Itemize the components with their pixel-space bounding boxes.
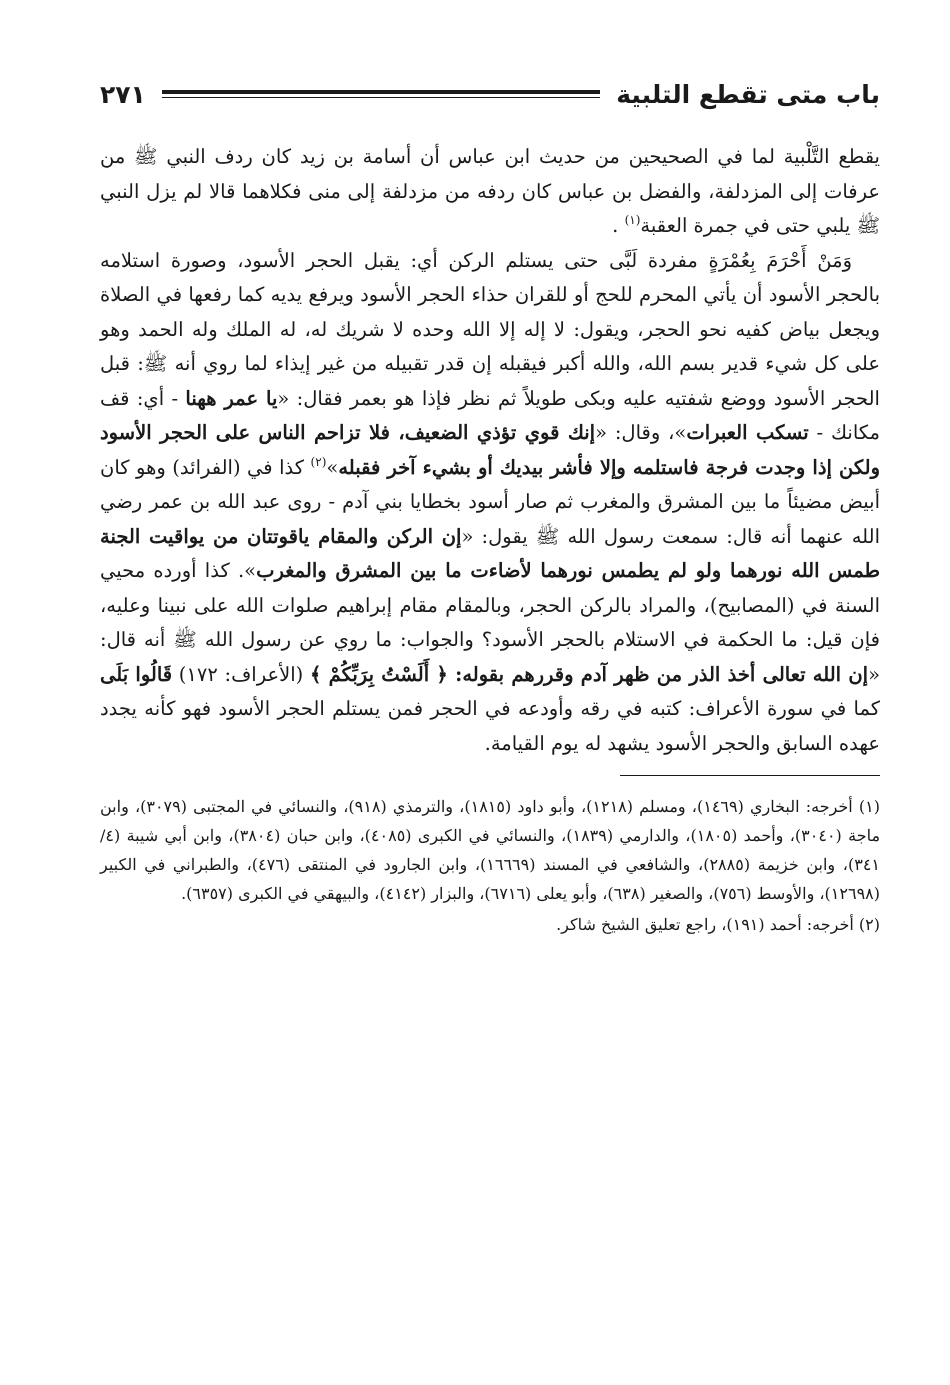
footnote-marker: (١)	[858, 797, 881, 816]
text-run: يقطع التَّلْبية لما في الصحيحين من حديث ابن عباس أن أسامة بن زيد كان ردف النبي ﷺ من عرفات إلى المزدلفة، والفضل بن عباس كان ردفه من مزدلفة إلى منى فكلاهما قالا لم يزل النبي ﷺ يلبي حتى في جمرة العقبة	[100, 145, 880, 237]
footnote-text: أخرجه: البخاري (١٤٦٩)، ومسلم (١٢١٨)، وأبو داود (١٨١٥)، والترمذي (٩١٨)، والنسائي في المجتبى (٣٠٧٩)، وابن ماجة (٣٠٤٠)، وأحمد (١٨٠٥)، والدارمي (١٨٣٩)، والنسائي في الكبرى (٤٠٨٥)، وابن حبان (٣٨٠٤)، وابن أبي شيبة (٤/ ٣٤١)، وابن خزيمة (٢٨٨٥)، والشافعي في المسند (١٦٦٦٩)، وابن الجارود في المنتقى (٤٧٦)، والطبراني في الكبير (١٢٦٩٨)، والأوسط (٧٥٦)، والصغير (٦٣٨)، وأبو يعلى (٦٧١٦)، والبزار (٤١٤٢)، والبيهقي في الكبرى (٦٣٥٧).	[100, 797, 881, 903]
text-run: »	[326, 455, 339, 479]
page-number: ٢٧١	[100, 79, 146, 109]
hadith-quote: إن الله تعالى أخذ الذر من ظهر آدم وقررهم بقوله: ﴿ أَلَسْتُ بِرَبِّكُمْ ﴾	[309, 662, 869, 686]
footnotes	[100, 792, 880, 939]
footnote-text: أخرجه: أحمد (١٩١)، راجع تعليق الشيخ شاكر.	[556, 915, 854, 934]
footnote	[100, 910, 880, 939]
text-run: (الأعراف: ١٧٢)	[172, 662, 310, 686]
quran-quote: قَالُوا بَلَى	[100, 662, 173, 686]
hadith-quote: تسكب العبرات	[686, 421, 809, 444]
text-run: كذا في (الفرائد) وهو كان أبيض مضيئاً ما بين المشرق والمغرب ثم صار أسود بخطايا بني آدم - روى عبد الله بن عمر رضي الله عنهما أنه قال: سمعت رسول الله ﷺ يقول: «	[100, 455, 880, 548]
text-run: وَمَنْ أَحْرَمَ بِعُمْرَةٍ مفردة لَبَّى حتى يستلم الركن أي: يقبل الحجر الأسود، وصورة استلامه بالحجر الأسود أن يأتي المحرم للحج أو للقران حذاء الحجر الأسود ويرفع يديه كما رفعها في الصلاة ويجعل بياض كفيه نحو الحجر، ويقول: لا إله إلا الله وحده لا شريك له، له الملك وله الحمد وهو على كل شيء قدير بسم الله، والله أكبر فيقبله إن قدر تقبيله من غير إيذاء لما روي أنه ﷺ: قبل الحجر الأسود ووضع شفتيه عليه وبكى طويلاً ثم نظر فإذا هو بعمر فقال: «	[100, 248, 880, 410]
text-run: - أي: قف مكانك -	[100, 386, 880, 444]
hadith-quote: يا عمر ههنا	[185, 386, 278, 410]
footnote-ref[interactable]: (٢)	[310, 454, 327, 469]
footnote-ref[interactable]: (١)	[624, 213, 641, 227]
text-run: كما في سورة الأعراف: كتبه في رقه وأودعه في الحجر فمن يستلم الحجر الأسود فهو كأنه يجدد عهده السابق والحجر الأسود يشهد له يوم القيامة.	[100, 697, 880, 755]
footnote-separator	[620, 775, 880, 776]
footnote-marker: (٢)	[858, 915, 880, 934]
paragraph	[100, 244, 880, 762]
text-run: ». كذا أورده محيي السنة في (المصابيح)، والمراد بالركن الحجر، وبالمقام مقام إبراهيم صلوات الله على نبينا وعليه، فإن قيل: ما الحكمة في الاستلام بالحجر الأسود؟ والجواب: ما روي عن رسول الله ﷺ أنه قال: «	[100, 559, 881, 686]
running-header	[100, 70, 880, 118]
hadith-quote: إن الركن والمقام ياقوتتان من يواقيت الجنة طمس الله نورهما ولو لم يطمس نورهما لأضاءت ما بين المشرق والمغرب	[100, 524, 880, 582]
text-run: .	[612, 214, 625, 237]
hadith-quote: إنك قوي تؤذي الضعيف، فلا تزاحم الناس على الحجر الأسود ولكن إذا وجدت فرجة فاستلمه وإلا فأشر بيديك أو بشيء آخر فقبله	[100, 421, 880, 479]
text-run: »، وقال: «	[595, 421, 687, 444]
footnote	[100, 792, 880, 908]
paragraph	[100, 140, 880, 244]
header-rule	[162, 90, 600, 98]
main-text	[100, 140, 880, 761]
book-page	[100, 70, 880, 1370]
chapter-title: باب متى تقطع التلبية	[616, 79, 880, 109]
